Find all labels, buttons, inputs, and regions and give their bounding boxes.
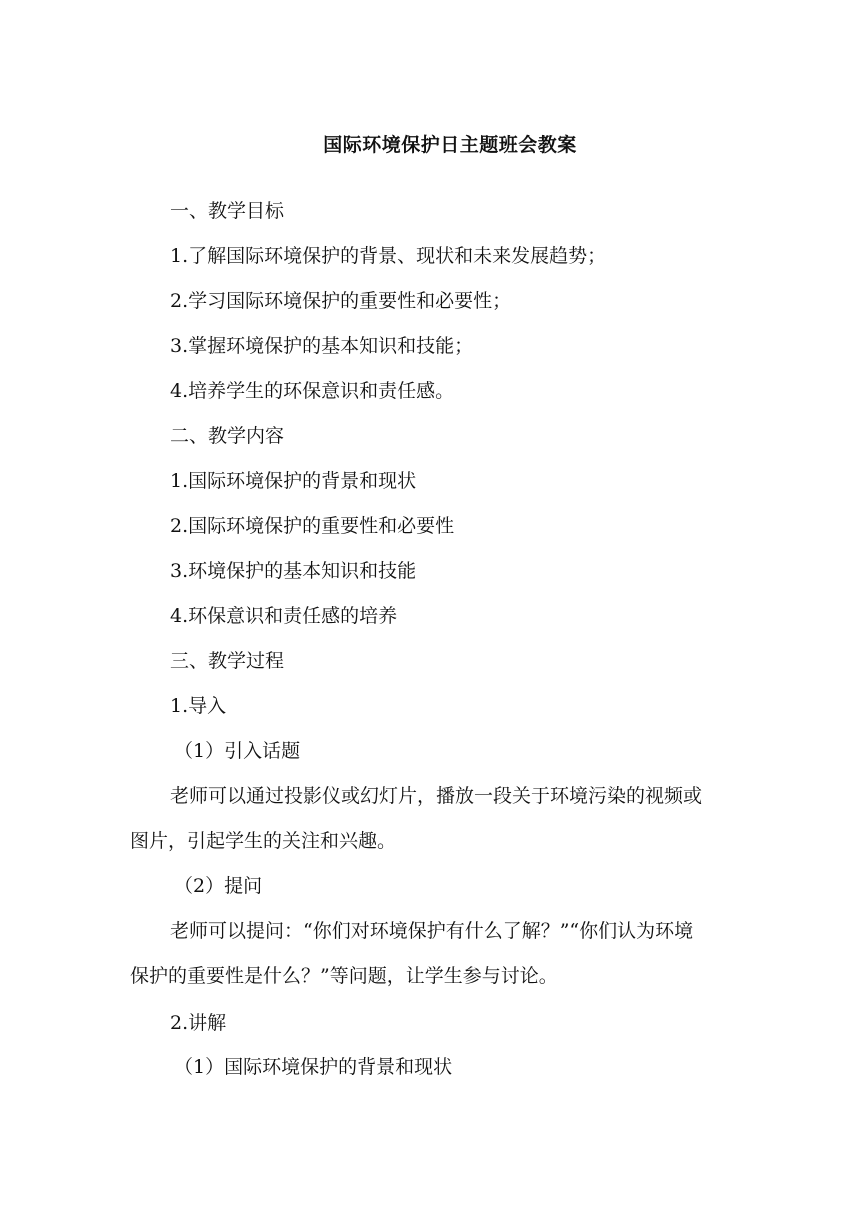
paragraph: 1.导入 <box>170 695 227 717</box>
paragraph: 1.国际环境保护的背景和现状 <box>170 470 417 492</box>
paragraph: 保护的重要性是什么？”等问题，让学生参与讨论。 <box>130 965 558 987</box>
paragraph: 3.掌握环境保护的基本知识和技能； <box>170 335 474 357</box>
paragraph: （2）提问 <box>174 875 263 897</box>
paragraph: （1）国际环境保护的背景和现状 <box>174 1056 453 1078</box>
paragraph: 老师可以通过投影仪或幻灯片，播放一段关于环境污染的视频或 <box>170 785 703 807</box>
paragraph: 3.环境保护的基本知识和技能 <box>170 560 417 582</box>
paragraph: （1）引入话题 <box>174 740 301 762</box>
section-heading: 一、教学目标 <box>170 200 285 222</box>
paragraph: 1.了解国际环境保护的背景、现状和未来发展趋势； <box>170 245 607 267</box>
paragraph: 老师可以提问：“你们对环境保护有什么了解？”“你们认为环境 <box>170 920 694 942</box>
section-heading: 二、教学内容 <box>170 425 285 447</box>
paragraph: 4.环保意识和责任感的培养 <box>170 605 398 627</box>
paragraph: 2.讲解 <box>170 1012 227 1034</box>
section-heading: 三、教学过程 <box>170 650 285 672</box>
paragraph: 4.培养学生的环保意识和责任感。 <box>170 380 455 402</box>
paragraph: 2.国际环境保护的重要性和必要性 <box>170 515 455 537</box>
paragraph: 图片，引起学生的关注和兴趣。 <box>130 830 397 852</box>
paragraph: 2.学习国际环境保护的重要性和必要性； <box>170 290 512 312</box>
document-title: 国际环境保护日主题班会教案 <box>323 134 577 156</box>
